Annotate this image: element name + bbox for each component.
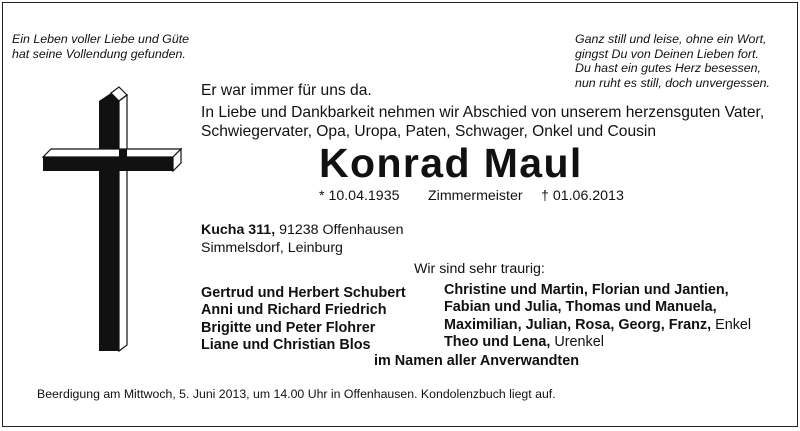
- address-street: Kucha 311,: [201, 222, 276, 238]
- poem-left-line: Ein Leben voller Liebe und Güte: [12, 32, 190, 46]
- poem-right-line: gingst Du von Deinen Lieben fort.: [575, 46, 759, 61]
- mourner-entry: [444, 334, 751, 351]
- funeral-info: Beerdigung am Mittwoch, 5. Juni 2013, um 14.00 Uhr in Offenhausen. Kondolenzbuch liegt auf.: [37, 387, 556, 401]
- mourner-entry: Brigitte und Peter Flohrer: [201, 319, 376, 336]
- intro-text: [201, 81, 764, 142]
- intro-line: Er war immer für uns da.: [201, 82, 372, 99]
- mourner-entry: Gertrud und Herbert Schubert: [201, 285, 406, 301]
- mourner-entry: Christine und Martin, Florian und Jantien,: [444, 282, 729, 298]
- great-grandchildren-label: Urenkel: [550, 334, 604, 351]
- cross-icon: [33, 83, 193, 353]
- profession: Zimmermeister: [428, 188, 523, 204]
- intro-line: In Liebe und Dankbarkeit nehmen wir Abschied von unserem herzensguten Vater,: [201, 104, 765, 122]
- address-line: [201, 221, 403, 239]
- address: [201, 221, 403, 257]
- mourner-entry: [444, 317, 751, 334]
- mourning-text: Wir sind sehr traurig:: [414, 261, 545, 277]
- mourner-entry: Fabian und Julia, Thomas und Manuela,: [444, 299, 717, 316]
- mourners-right: [444, 282, 751, 352]
- birth-date: * 10.04.1935: [319, 188, 400, 204]
- mourners-left: [201, 285, 406, 355]
- poem-right-line: nun ruht es still, doch unvergessen.: [575, 75, 770, 90]
- grandchildren-label: Enkel: [711, 316, 752, 333]
- address-city: 91238 Offenhausen: [275, 222, 404, 238]
- poem-left: [12, 32, 189, 61]
- grandchildren-names: Maximilian, Julian, Rosa, Georg, Franz,: [444, 316, 712, 333]
- address-line: Simmelsdorf, Leinburg: [201, 240, 343, 256]
- mourner-entry: Liane und Christian Blos: [201, 337, 371, 354]
- deceased-name: Konrad Maul: [319, 140, 583, 186]
- obituary-notice: [2, 2, 798, 427]
- poem-left-line: hat seine Vollendung gefunden.: [12, 46, 186, 61]
- death-date: † 01.06.2013: [541, 188, 624, 204]
- poem-right-line: Du hast ein gutes Herz besessen,: [575, 61, 761, 76]
- poem-right-line: Ganz still und leise, ohne ein Wort,: [575, 32, 767, 46]
- relatives-line: im Namen aller Anverwandten: [374, 353, 579, 369]
- mourner-entry: Anni und Richard Friedrich: [201, 302, 387, 319]
- intro-line: Schwiegervater, Opa, Uropa, Paten, Schwager, Onkel und Cousin: [201, 123, 657, 141]
- great-grandchildren-names: Theo und Lena,: [444, 334, 551, 351]
